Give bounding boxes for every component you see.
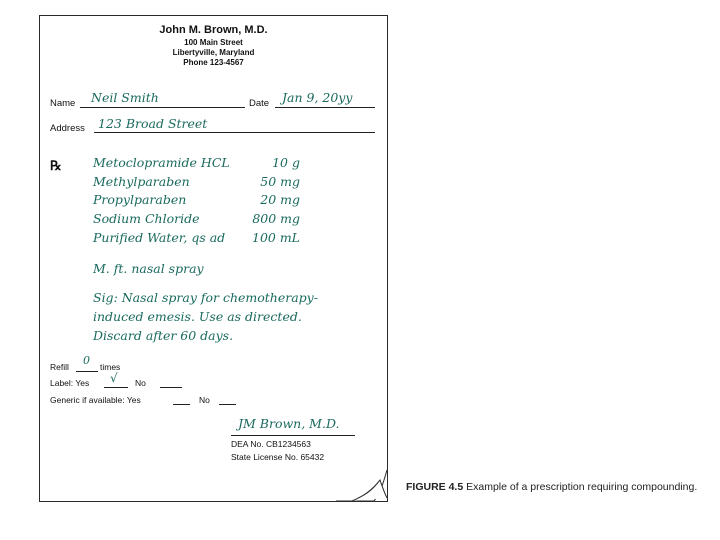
- ingredient-amount: 10 g: [272, 155, 300, 170]
- generic-no-label: No: [199, 395, 210, 405]
- name-underline: [80, 107, 245, 108]
- ingredient-amount: 100 mL: [252, 230, 300, 245]
- compounding-instructions: M. ft. nasal spray: [93, 261, 204, 276]
- address-underline: [94, 132, 375, 133]
- patient-address: 123 Broad Street: [98, 116, 208, 131]
- generic-no-underline: [219, 404, 236, 405]
- label-yes-underline: [104, 387, 128, 388]
- refill-count: 0: [83, 354, 90, 367]
- refill-underline: [76, 371, 98, 372]
- ingredient-amount: 800 mg: [252, 211, 300, 226]
- figure-number: FIGURE 4.5: [406, 481, 464, 493]
- ingredient-amount: 20 mg: [260, 192, 300, 207]
- refill-suffix: times: [100, 362, 121, 372]
- signature-underline: [231, 435, 355, 436]
- ingredient-name: Purified Water, qs ad: [93, 230, 226, 245]
- prescription-sheet: [39, 15, 388, 502]
- prescriber-name: John M. Brown, M.D.: [159, 24, 268, 36]
- prescriber-street: 100 Main Street: [184, 38, 243, 47]
- ingredient-name: Metoclopramide HCL: [93, 155, 230, 170]
- label-no-underline: [160, 387, 182, 388]
- sig-line: Sig: Nasal spray for chemotherapy-: [93, 290, 318, 305]
- ingredient-name: Propylparaben: [93, 192, 187, 207]
- address-label: Address: [50, 123, 85, 134]
- label-no-label: No: [135, 378, 146, 388]
- caption-text: Example of a prescription requiring compounding.: [463, 481, 698, 493]
- name-label: Name: [50, 98, 76, 109]
- refill-label: Refill: [50, 362, 69, 372]
- generic-yes-underline: [173, 404, 190, 405]
- ingredient-amount: 50 mg: [260, 174, 300, 189]
- ingredient-name: Sodium Chloride: [93, 211, 200, 226]
- ingredient-name: Methylparaben: [93, 174, 190, 189]
- date-label: Date: [249, 98, 270, 109]
- rx-date: Jan 9, 20yy: [282, 90, 353, 105]
- page-curl-icon: [336, 470, 388, 502]
- label-yes-label: Label: Yes: [50, 378, 90, 388]
- figure-caption: [406, 481, 706, 494]
- prescriber-city: Libertyville, Maryland: [172, 48, 255, 57]
- sig-line: Discard after 60 days.: [93, 328, 234, 343]
- sig-line: induced emesis. Use as directed.: [93, 309, 302, 324]
- prescriber-phone: Phone 123-4567: [183, 58, 244, 67]
- patient-name: Neil Smith: [91, 90, 159, 105]
- dea-number: DEA No. CB1234563: [231, 439, 311, 449]
- prescriber-signature: JM Brown, M.D.: [238, 416, 340, 431]
- date-underline: [275, 107, 375, 108]
- checkmark-icon: √: [110, 371, 118, 385]
- rx-symbol: ℞: [50, 159, 62, 174]
- state-license: State License No. 65432: [231, 452, 325, 462]
- generic-yes-label: Generic if available: Yes: [50, 395, 141, 405]
